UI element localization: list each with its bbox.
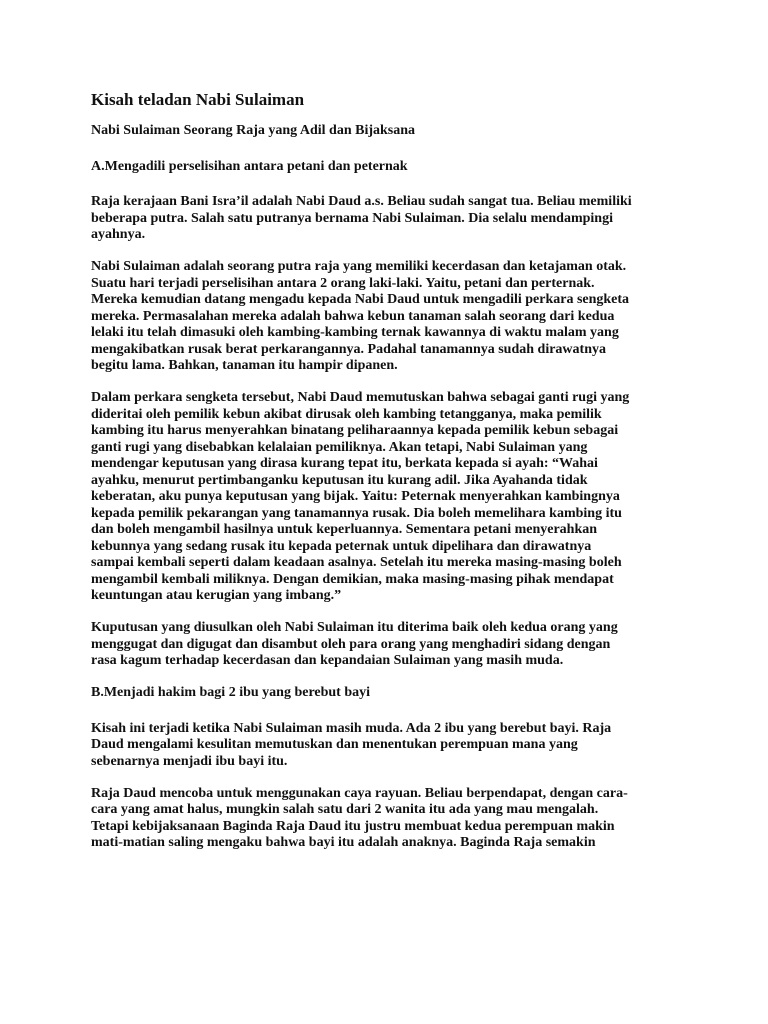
paragraph-1 (91, 194, 698, 244)
paragraph-line: Dalam perkara sengketa tersebut, Nabi Daud memutuskan bahwa sebagai ganti rugi yang (91, 390, 630, 405)
paragraph-line: Mereka kemudian datang mengadu kepada Nabi Daud untuk mengadili perkara sengketa (91, 292, 630, 307)
paragraph-line: mengakibatkan rusak berat perkarangannya. Padahal tanamannya sudah dirawatnya (91, 341, 606, 357)
paragraph-line: mendengar keputusan yang dirasa kurang tepat itu, berkata kepada si ayah: “Wahai (91, 456, 598, 471)
paragraph-line: keberatan, aku punya keputusan yang bijak. Yaitu: Peternak menyerahkan kambingnya (91, 489, 620, 504)
paragraph-line: ayahku, menurut pertimbanganku keputusan itu kurang adil. Jika Ayahanda tidak (91, 472, 588, 488)
paragraph-line: Kuputusan yang diusulkan oleh Nabi Sulaiman itu diterima baik oleh kedua orang yang (91, 620, 618, 635)
paragraph-line: cara yang amat halus, mungkin salah satu dari 2 wanita itu ada yang mau mengalah. (91, 802, 599, 817)
paragraph-line: begitu lama. Bahkan, tanaman itu hampir dipanen. (91, 358, 398, 373)
paragraph-line: Suatu hari terjadi perselisihan antara 2 orang laki-laki. Yaitu, petani dan perternak. (91, 275, 595, 291)
paragraph-line: Raja kerajaan Bani Isra’il adalah Nabi Daud a.s. Beliau sudah sangat tua. Beliau memiliki (91, 194, 632, 209)
paragraph-line: ganti rugi yang disebabkan kelalaian pemiliknya. Akan tetapi, Nabi Sulaiman yang (91, 439, 588, 455)
paragraph-4 (91, 620, 698, 670)
paragraph-6 (91, 786, 698, 852)
paragraph-line: Nabi Sulaiman adalah seorang putra raja yang memiliki kecerdasan dan ketajaman otak. (91, 259, 627, 274)
paragraph-line: kebunnya yang sedang rusak itu kepada peternak untuk dipelihara dan dirawatnya (91, 538, 592, 554)
paragraph-line: Raja Daud mencoba untuk menggunakan caya rayuan. Beliau berpendapat, dengan cara- (91, 785, 628, 801)
paragraph-line: beberapa putra. Salah satu putranya bernama Nabi Sulaiman. Dia selalu mendampingi (91, 210, 613, 226)
paragraph-line: kambing itu harus menyerahkan binatang peliharaannya kepada pemilik kebun sebagai (91, 423, 619, 438)
paragraph-line: kepada pemilik pekarangan yang tanamannya rusak. Dia boleh memelihara kambing itu (91, 505, 622, 521)
section-heading-b: B.Menjadi hakim bagi 2 ibu yang berebut bayi (91, 685, 371, 700)
paragraph-line: menggugat dan digugat dan disambut oleh para orang yang menghadiri sidang dengan (91, 636, 611, 652)
paragraph-line: dan boleh mengambil hasilnya untuk keperluannya. Sementara petani menyerahkan (91, 522, 598, 537)
paragraph-line: dideritai oleh pemilik kebun akibat dirusak oleh kambing tetangganya, maka pemilik (91, 406, 602, 422)
paragraph-line: ayahnya. (91, 227, 146, 242)
document-title: Kisah teladan Nabi Sulaiman (91, 90, 305, 109)
paragraph-line: mati-matian saling mengaku bahwa bayi itu adalah anaknya. Baginda Raja semakin (91, 835, 596, 850)
paragraph-2 (91, 259, 698, 375)
paragraph-line: Daud mengalami kesulitan memutuskan dan menentukan perempuan mana yang (91, 737, 578, 752)
paragraph-5 (91, 721, 698, 771)
paragraph-line: sebenarnya menjadi ibu bayi itu. (91, 753, 288, 769)
paragraph-line: mengambil kembali miliknya. Dengan demikian, maka masing-masing pihak mendapat (91, 571, 614, 587)
paragraph-line: sampai kembali seperti dalam keadaan asalnya. Setelah itu mereka masing-masing boleh (91, 555, 622, 570)
paragraph-line: mereka. Permasalahan mereka adalah bahwa kebun tanaman salah seorang dari kedua (91, 308, 615, 324)
paragraph-line: Tetapi kebijaksanaan Baginda Raja Daud itu justru membuat kedua perempuan makin (91, 818, 615, 834)
paragraph-line: keuntungan atau kerugian yang imbang.” (91, 588, 342, 603)
paragraph-3 (91, 390, 698, 605)
paragraph-line: Kisah ini terjadi ketika Nabi Sulaiman masih muda. Ada 2 ibu yang berebut bayi. Raja (91, 720, 612, 736)
paragraph-line: lelaki itu telah dimasuki oleh kambing-kambing ternak kawannya di waktu malam yang (91, 325, 619, 340)
document-subtitle: Nabi Sulaiman Seorang Raja yang Adil dan Bijaksana (91, 123, 416, 138)
section-heading-a: A.Mengadili perselisihan antara petani dan peternak (91, 158, 408, 174)
paragraph-line: rasa kagum terhadap kecerdasan dan kepandaian Sulaiman yang masih muda. (91, 653, 564, 668)
